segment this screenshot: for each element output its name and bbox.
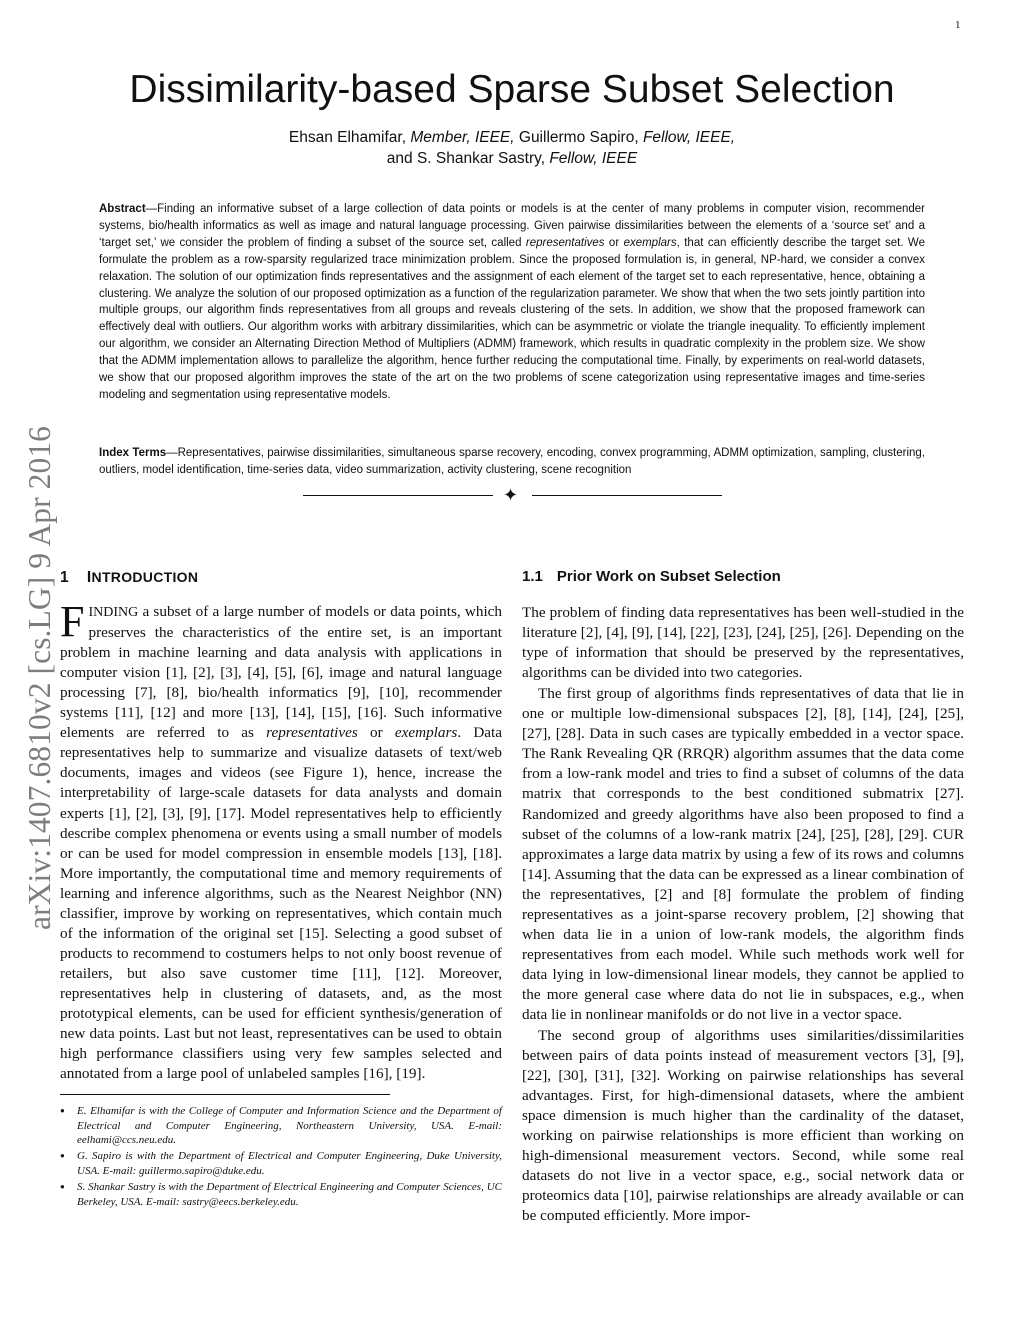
author-name: and S. Shankar Sastry,	[386, 150, 550, 167]
index-terms-label: Index Terms	[99, 447, 167, 459]
footnote-item	[60, 1149, 502, 1178]
section-title-initial: I	[86, 569, 92, 586]
intro-emphasis: representatives	[266, 724, 358, 742]
subsection-number: 1.1	[522, 568, 543, 585]
author-role: Member, IEEE,	[410, 129, 515, 146]
index-terms-text: —Representatives, pairwise dissimilarities, simultaneous sparse recovery, encoding, convex programming, ADMM optimization, sampling, clustering, outliers, model identification, time-series data, video summarization, activity clustering, scene recognition	[99, 447, 925, 476]
subsection-heading-prior-work	[522, 567, 964, 587]
intro-text: . Data representatives help to summarize and visualize datasets of text/web documents, images and videos (see Figure 1), hence, increase the interpretability of large-scale datasets for data analysts and domain experts [1], [2], [3], [9], [17]. Model representatives help to efficiently describe complex phenomena or events using a small number of models or can be used for model compression in ensemble models [13], [18]. More importantly, the computational time and memory requirements of learning and inference algorithms, such as the Nearest Neighbor (NN) classifier, improve by working on representatives, which contain much of the information of the original set [15]. Selecting a good subset of products to recommend to costumers helps to not only boost revenue of retailers, but also save customer time [11], [12]. Moreover, representatives help in clustering of datasets, and, as the most prototypical elements, can be used for efficient synthesis/generation of new data points. Last but not least, representatives can be used to obtain high performance classifiers using very few samples selected and annotated from a large pool of unlabeled samples [16], [19].	[60, 724, 502, 1083]
section-heading-introduction	[60, 567, 502, 588]
abstract-emphasis: exemplars	[623, 236, 677, 249]
right-column	[522, 567, 964, 1227]
abstract-label: Abstract	[99, 203, 146, 215]
abstract-emphasis: representatives	[525, 236, 605, 249]
footnote-text: ● E. Elhamifar is with the College of Computer and Information Science and the Department of Electrical and Computer Engineering, Northeastern University, USA. E-mail: eelhami@ccs.neu.edu.	[77, 1105, 502, 1146]
footnote-item	[60, 1180, 502, 1209]
intro-paragraph	[60, 597, 502, 1084]
intro-text: a subset of a large number of models or data points, which preserves the characteristics of the entire set, is an important problem in machine learning and data analysis with applications in computer vision [1], [2], [3], [4], [5], [6], image and natural language processing [7], [8], bio/health informatics [9], [10], recommender systems [11], [12] and more [13], [14], [15], [16]. Such informative elements are referred to as	[60, 603, 502, 742]
section-number: 1	[60, 569, 69, 586]
intro-text: or	[357, 724, 395, 742]
footnote-rule	[60, 1094, 390, 1095]
prior-work-paragraph-1: The problem of finding data representatives has been well-studied in the literature [2], [4], [9], [14], [22], [23], [24], [25], [26]. Depending on the type of information that should be preserved by the representatives, algorithms can be divided into two categories.	[522, 604, 964, 682]
author-role: Fellow, IEEE,	[642, 129, 736, 146]
abstract-text: —Finding an informative subset of a large collection of data points or models is at the center of many problems in computer vision, recommender systems, bio/health informatics as well as image and natural language processing. Given pairwise dissimilarities between the elements of a ‘source set’ and a ‘target set,’ we consider the problem of finding a subset of the source set, called	[99, 203, 925, 249]
paper-title: Dissimilarity-based Sparse Subset Selection	[129, 68, 895, 111]
abstract-text: , that can efficiently describe the target set. We formulate the problem as a row-sparsity regularized trace minimization problem. Since the proposed formulation is, in general, NP-hard, we consider a convex relaxation. The solution of our optimization finds representatives and the assignment of each element of the target set to each representative, hence, obtaining a clustering. We analyze the solution of our proposed optimization as a function of the regularization parameter. We show that when the two sets jointly partition into multiple groups, our algorithm finds representatives from all groups and reveals clustering of the sets. In addition, we show that the proposed framework can effectively deal with outliers. Our algorithm works with arbitrary dissimilarities, which can be asymmetric or violate the triangle inequality. To efficiently implement our algorithm, we consider an Alternating Direction Method of Multipliers (ADMM) framework, which results in quadratic complexity in the problem size. We show that the ADMM implementation allows to parallelize the algorithm, hence further reducing the computational time. Finally, by experiments on real-world datasets, we show that our proposed algorithm improves the state of the art on the two problems of scene categorization using representative images and time-series modeling and segmentation using representative models.	[99, 236, 925, 401]
page-number: 1	[955, 19, 961, 31]
separator-star-icon: ✦	[503, 485, 519, 505]
intro-emphasis: exemplars	[394, 724, 458, 742]
author-line-2	[0, 148, 1024, 169]
author-line-1	[0, 127, 1024, 148]
arxiv-stamp: arXiv:1407.6810v2 [cs.LG] 9 Apr 2016	[22, 425, 57, 930]
drop-cap: F	[60, 597, 85, 647]
footnote-item	[60, 1104, 502, 1147]
author-name: Ehsan Elhamifar,	[288, 129, 411, 146]
separator-line-right	[532, 495, 722, 496]
index-terms	[99, 445, 925, 479]
prior-work-paragraph-3: The second group of algorithms uses similarities/dissimilarities between pairs of data points instead of measurement vectors [3], [9], [22], [30], [31], [32]. Working on pairwise relationships has several advantages. First, for high-dimensional datasets, where the ambient space dimension is much higher than the cardinality of the dataset, working on pairwise relationships is more efficient than working on high-dimensional measurement vectors. Second, while some real datasets do not live in a vector space, e.g., social network data or proteomics data [10], pairwise relationships are already available or can be computed efficiently. More impor-	[522, 1027, 964, 1225]
author-name: Guillermo Sapiro,	[514, 129, 643, 146]
author-role: Fellow, IEEE	[549, 150, 638, 167]
abstract-text: or	[604, 236, 624, 249]
intro-smallcaps: INDING	[88, 605, 139, 621]
author-list	[0, 127, 1024, 169]
affiliation-footnotes	[60, 1104, 502, 1209]
footnote-text: ● G. Sapiro is with the Department of Electrical and Computer Engineering, Duke University, USA. E-mail: guillermo.sapiro@duke.edu.	[77, 1150, 502, 1177]
section-title-rest: NTRODUCTION	[91, 569, 199, 585]
left-column	[60, 567, 502, 1211]
abstract	[99, 201, 925, 404]
separator-line-left	[303, 495, 493, 496]
subsection-title: Prior Work on Subset Selection	[556, 568, 781, 585]
prior-work-paragraph-2: The first group of algorithms finds representatives of data that lie in one or multiple low-dimensional subspaces [2], [8], [14], [24], [25], [27], [28]. Data in such cases are typically embedded in a vector space. The Rank Revealing QR (RRQR) algorithm assumes that the data come from a low-rank model and tries to find a subset of columns of the data matrix that corresponds to the best conditioned submatrix [27]. Randomized and greedy algorithms have also been proposed to find a subset of the columns of a low-rank matrix [24], [25], [28], [29]. CUR approximates a large data matrix by using a few of its rows and columns [14]. Assuming that the data can be expressed as a linear combination of the representatives, [2] and [8] formulate the problem of finding representatives as a joint-sparse recovery problem, [2] showing that when data lie in a union of low-rank models, the algorithm finds representatives from each model. While such methods work well for data lying in low-dimensional linear models, they cannot be applied to the more general case where data do not lie in subspaces, e.g., when data lie in nonlinear manifolds or do not live in a vector space.	[522, 685, 964, 1023]
footnote-text: ● S. Shankar Sastry is with the Department of Electrical Engineering and Computer Sciences, UC Berkeley, USA. E-mail: sastry@eecs.berkeley.edu.	[77, 1181, 502, 1208]
